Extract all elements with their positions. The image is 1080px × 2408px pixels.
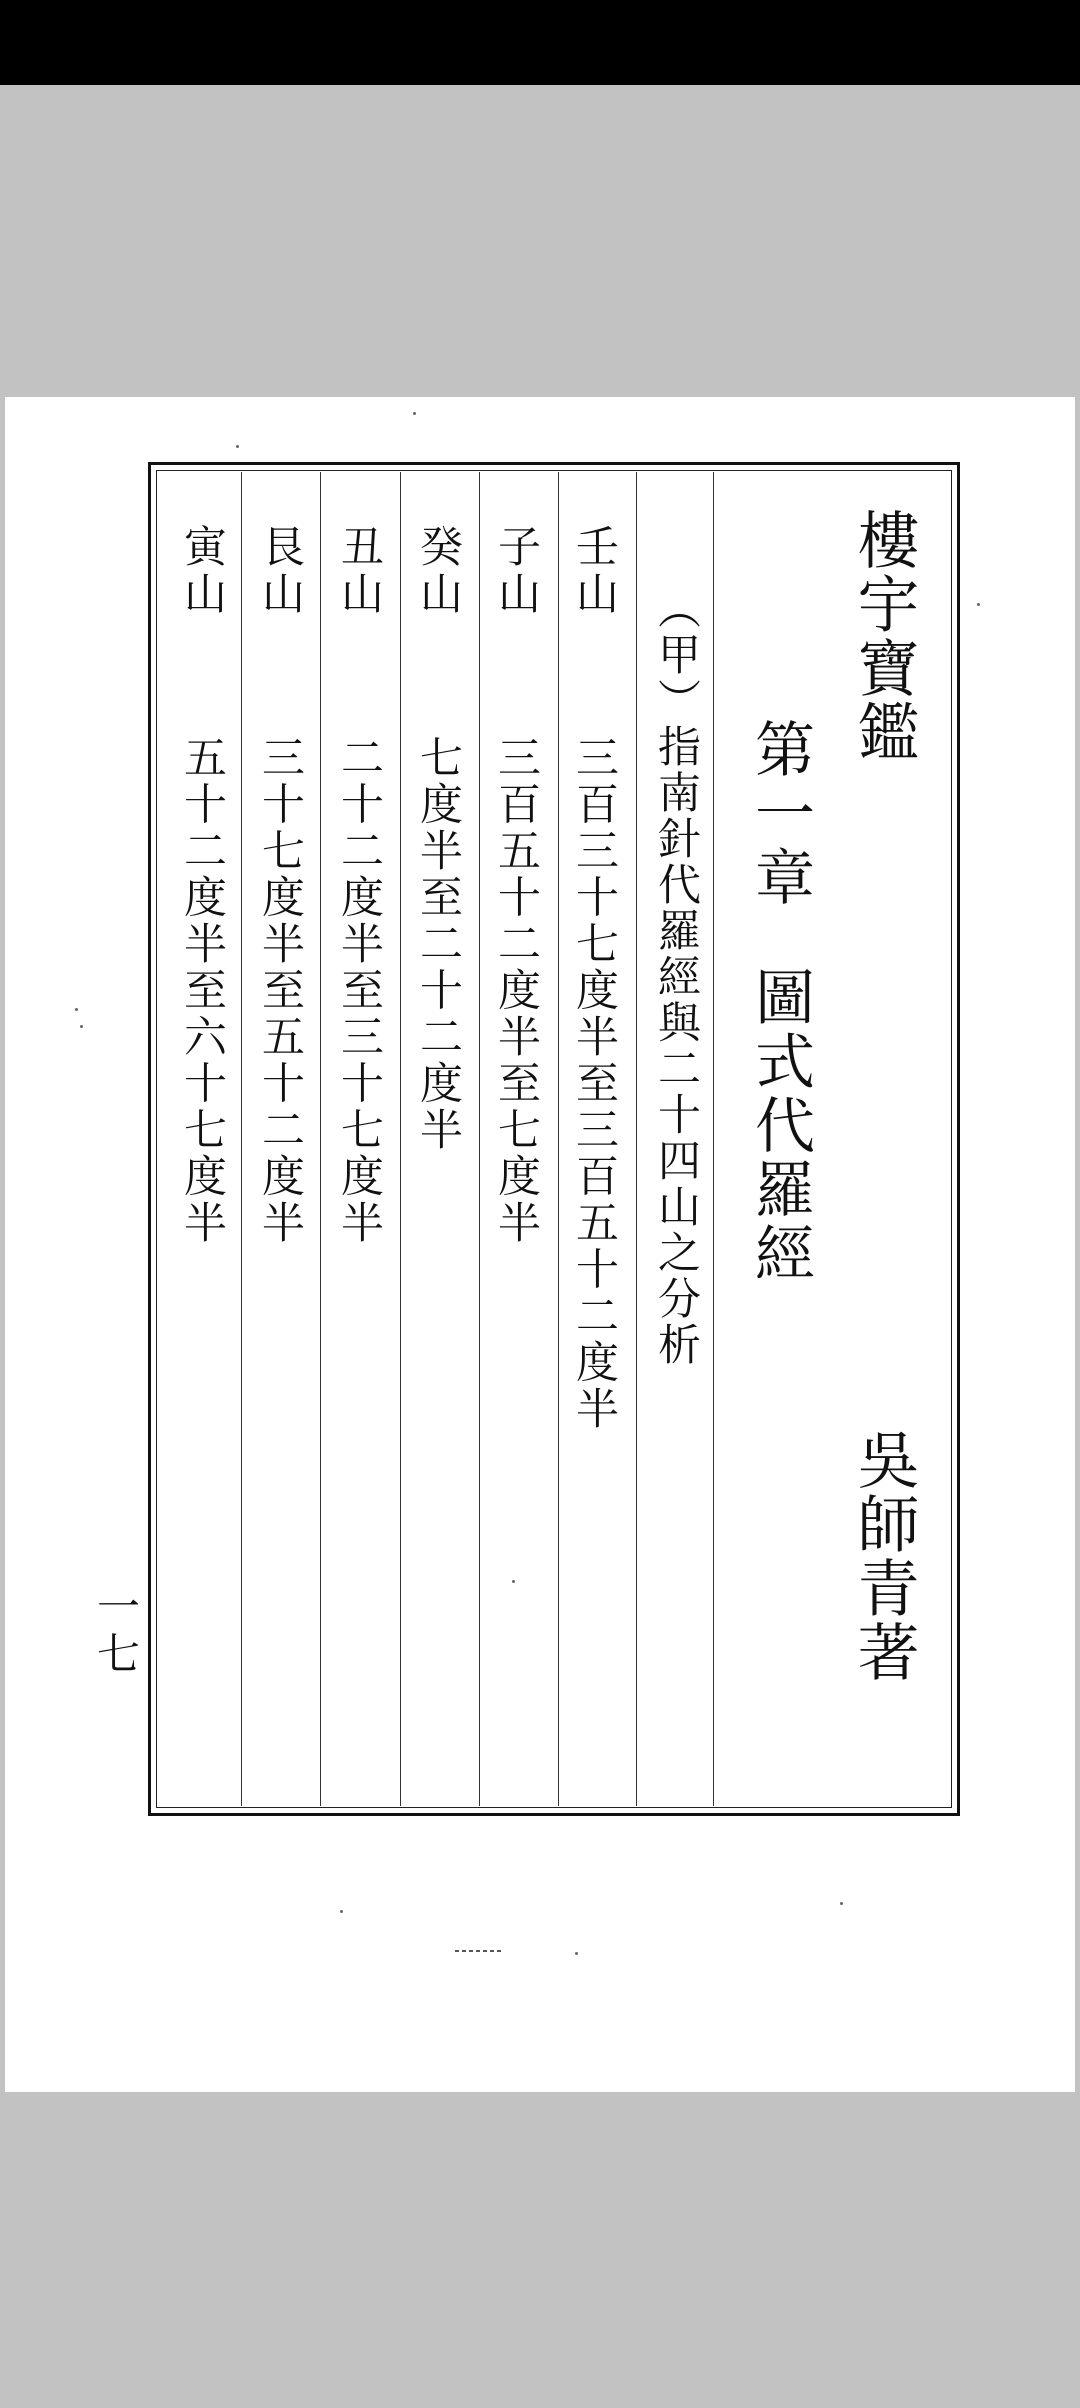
mountain-name: 艮山 <box>255 524 305 618</box>
scan-speck <box>840 1902 843 1905</box>
scan-speck <box>75 1008 78 1011</box>
section-heading: （甲）指南針代羅經與二十四山之分析 <box>651 586 701 1368</box>
scan-speck <box>340 1910 343 1913</box>
chapter-heading <box>745 718 815 1286</box>
book-title: 樓宇寶鑑 <box>847 508 920 764</box>
scan-speck <box>413 412 416 415</box>
degree-range: 三十七度半至五十二度半 <box>255 735 305 1247</box>
scan-mark <box>455 1950 503 1952</box>
author-credit: 吳師青著 <box>847 1428 920 1684</box>
column-rule <box>558 472 559 1806</box>
column-rule <box>479 472 480 1806</box>
scan-speck <box>575 1952 578 1955</box>
scan-speck <box>80 1025 83 1028</box>
column-rule <box>636 472 637 1806</box>
mountain-name: 寅山 <box>177 524 227 618</box>
chapter-title: 圖式代羅經 <box>745 966 815 1286</box>
mountain-name: 壬山 <box>569 524 619 618</box>
column-rule <box>400 472 401 1806</box>
scan-speck <box>236 445 239 448</box>
mountain-name: 子山 <box>491 524 541 618</box>
top-status-bar <box>0 0 1080 85</box>
degree-range: 七度半至二十二度半 <box>413 735 463 1154</box>
mountain-name: 癸山 <box>413 524 463 618</box>
scan-speck <box>512 1580 515 1583</box>
page-number: 一七 <box>90 1584 140 1678</box>
column-rule <box>241 472 242 1806</box>
scan-speck <box>977 603 980 606</box>
mountain-name: 丑山 <box>334 524 384 618</box>
chapter-number: 第一章 <box>745 718 815 910</box>
column-rule <box>713 472 714 1806</box>
degree-range: 三百三十七度半至三百五十二度半 <box>569 735 619 1433</box>
degree-range: 三百五十二度半至七度半 <box>491 735 541 1247</box>
degree-range: 五十二度半至六十七度半 <box>177 735 227 1247</box>
column-rule <box>320 472 321 1806</box>
degree-range: 二十二度半至三十七度半 <box>334 735 384 1247</box>
